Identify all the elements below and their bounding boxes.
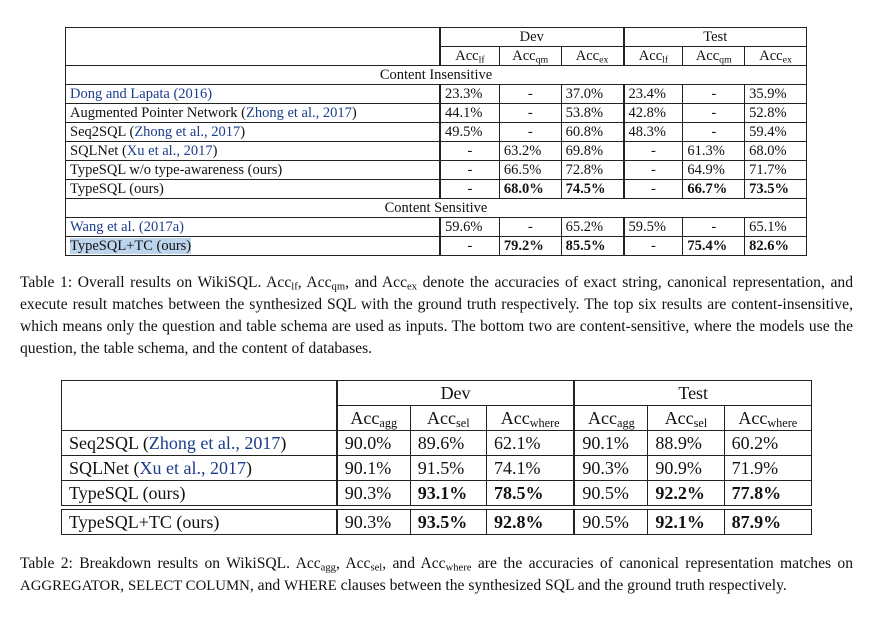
table2-value-cell: 90.0%: [337, 431, 410, 456]
table1-value-cell: 74.5%: [561, 180, 623, 199]
table1-value-cell: -: [624, 237, 683, 256]
table1-value-cell: 60.8%: [561, 123, 623, 142]
table2-value-cell: 71.9%: [724, 456, 811, 481]
table1-row: [66, 180, 807, 199]
table2-value-cell: 90.5%: [574, 481, 647, 506]
table1-value-cell: -: [440, 142, 499, 161]
table2-value-cell: 90.3%: [574, 456, 647, 481]
table1-value-cell: 66.5%: [499, 161, 561, 180]
table1-value-cell: -: [683, 85, 745, 104]
table1-value-cell: 69.8%: [561, 142, 623, 161]
table2-test-header: Test: [574, 381, 811, 406]
table2-row: [62, 510, 812, 535]
table1-metric-header: Acc$_{qm}$: [683, 47, 745, 66]
table1-value-cell: 49.5%: [440, 123, 499, 142]
table1-row: [66, 85, 807, 104]
table1-metric-header: Acc$_{ex}$: [561, 47, 623, 66]
citation-link[interactable]: Wang et al. (2017a): [70, 219, 184, 235]
table1-row-label: [66, 218, 440, 237]
table1-metric-header: Acc$_{lf}$: [440, 47, 499, 66]
table2-caption: Table 2: Breakdown results on WikiSQL. Acc$_{agg}$, Acc$_{sel}$, and Acc$_{where}$ are the accuracies of canonical representation matches on AGGREGATOR, SELECT COLUMN, and WHERE clauses between the synthesized SQL and the ground truth respectively.: [20, 555, 853, 594]
table1-test-header: Test: [624, 28, 807, 47]
table1-row-label: TypeSQL (ours): [66, 180, 440, 199]
table1-value-cell: 44.1%: [440, 104, 499, 123]
citation-link[interactable]: Dong and Lapata (2016): [70, 86, 213, 102]
table2-value-cell: 91.5%: [410, 456, 486, 481]
table1-corner-cell: [66, 28, 440, 66]
table1-value-cell: -: [683, 104, 745, 123]
table1-value-cell: 82.6%: [745, 237, 807, 256]
table2-value-cell: 92.2%: [648, 481, 724, 506]
table1-row: [66, 161, 807, 180]
table1-value-cell: 66.7%: [683, 180, 745, 199]
table2-value-cell: 92.1%: [648, 510, 724, 535]
table1-value-cell: 71.7%: [745, 161, 807, 180]
table1-value-cell: 52.8%: [745, 104, 807, 123]
table2-value-cell: 60.2%: [724, 431, 811, 456]
table1-row: [66, 142, 807, 161]
citation-link[interactable]: Zhong et al., 2017: [148, 433, 281, 453]
table2-group-header-row: [62, 381, 812, 406]
table1-value-cell: 59.4%: [745, 123, 807, 142]
table2-value-cell: 77.8%: [724, 481, 811, 506]
table2-value-cell: 92.8%: [486, 510, 574, 535]
table2-value-cell: 93.1%: [410, 481, 486, 506]
table1-row: [66, 104, 807, 123]
table1-value-cell: 61.3%: [683, 142, 745, 161]
table1-row: [66, 123, 807, 142]
table1-row: [66, 237, 807, 256]
table2-row-label: Seq2SQL (Zhong et al., 2017): [62, 431, 337, 456]
table1-value-cell: 23.4%: [624, 85, 683, 104]
table1-row-label: Augmented Pointer Network (Zhong et al., 2017): [66, 104, 440, 123]
table2-value-cell: 90.9%: [648, 456, 724, 481]
citation-link[interactable]: Xu et al., 2017: [126, 143, 213, 159]
table1-metric-header: Acc$_{lf}$: [624, 47, 683, 66]
table2-value-cell: 62.1%: [486, 431, 574, 456]
table1-value-cell: -: [440, 180, 499, 199]
citation-link[interactable]: Xu et al., 2017: [139, 458, 246, 478]
table1-value-cell: 75.4%: [683, 237, 745, 256]
table2-metric-header: Acc$_{agg}$: [337, 406, 410, 431]
table1-value-cell: -: [624, 142, 683, 161]
table1-value-cell: -: [499, 85, 561, 104]
table2-value-cell: 90.3%: [337, 510, 410, 535]
table1-value-cell: -: [624, 180, 683, 199]
table1-dev-header: Dev: [440, 28, 624, 47]
results-table-2: [61, 380, 812, 535]
table1-value-cell: 64.9%: [683, 161, 745, 180]
table2-row-label: SQLNet (Xu et al., 2017): [62, 456, 337, 481]
table2-row-label: TypeSQL (ours): [62, 481, 337, 506]
table2-value-cell: 90.5%: [574, 510, 647, 535]
table1-value-cell: 53.8%: [561, 104, 623, 123]
citation-link[interactable]: Zhong et al., 2017: [245, 105, 352, 121]
table2-corner-cell: [62, 381, 337, 431]
table1-metric-header: Acc$_{qm}$: [499, 47, 561, 66]
table1-value-cell: -: [499, 123, 561, 142]
table2-row-label: TypeSQL+TC (ours): [62, 510, 337, 535]
table1-section-row: [66, 66, 807, 85]
table2-metric-header: Acc$_{where}$: [486, 406, 574, 431]
results-table-1: [65, 27, 807, 256]
table2-row: [62, 456, 812, 481]
table2-value-cell: 74.1%: [486, 456, 574, 481]
table1-row-label: TypeSQL+TC (ours): [66, 237, 440, 256]
table1-value-cell: -: [499, 104, 561, 123]
table2-row: [62, 431, 812, 456]
table1-value-cell: 59.6%: [440, 218, 499, 237]
table1-value-cell: 42.8%: [624, 104, 683, 123]
table1-section-row: [66, 199, 807, 218]
table1-value-cell: -: [499, 218, 561, 237]
table1-row: [66, 218, 807, 237]
table2-value-cell: 93.5%: [410, 510, 486, 535]
table1-value-cell: -: [624, 161, 683, 180]
table1-caption: Table 1: Overall results on WikiSQL. Acc$_{lf}$, Acc$_{qm}$, and Acc$_{ex}$ denote the accuracies of exact string, canonical representation, and execute result matches between the synthesized SQL with the ground truth respectively. The top six results are content-insensitive, which means only the question and table schema are used as inputs. The bottom two are content-sensitive, where the models use the question, the table schema, and the content of databases.: [20, 274, 853, 357]
table1-value-cell: 68.0%: [745, 142, 807, 161]
table2-value-cell: 90.1%: [337, 456, 410, 481]
table1-value-cell: 23.3%: [440, 85, 499, 104]
table1-value-cell: 72.8%: [561, 161, 623, 180]
table2-value-cell: 88.9%: [648, 431, 724, 456]
table2-row: [62, 481, 812, 506]
table1-row-label: TypeSQL w/o type-awareness (ours): [66, 161, 440, 180]
table1-value-cell: 59.5%: [624, 218, 683, 237]
table1-row-label: Seq2SQL (Zhong et al., 2017): [66, 123, 440, 142]
table2-metric-header: Acc$_{sel}$: [410, 406, 486, 431]
table1-section-label: Content Sensitive: [66, 199, 807, 218]
table1-value-cell: 85.5%: [561, 237, 623, 256]
table1-value-cell: 35.9%: [745, 85, 807, 104]
table1-metric-header: Acc$_{ex}$: [745, 47, 807, 66]
table2-value-cell: 90.3%: [337, 481, 410, 506]
table1-value-cell: -: [440, 237, 499, 256]
table2-metric-header: Acc$_{sel}$: [648, 406, 724, 431]
table1-group-header-row: [66, 28, 807, 47]
table2-metric-header: Acc$_{agg}$: [574, 406, 647, 431]
table2-dev-header: Dev: [337, 381, 575, 406]
table2-value-cell: 87.9%: [724, 510, 811, 535]
table1-value-cell: 63.2%: [499, 142, 561, 161]
table1-value-cell: 65.1%: [745, 218, 807, 237]
table1-value-cell: -: [683, 123, 745, 142]
table2-value-cell: 78.5%: [486, 481, 574, 506]
table1-value-cell: 48.3%: [624, 123, 683, 142]
table1-value-cell: 65.2%: [561, 218, 623, 237]
citation-link[interactable]: Zhong et al., 2017: [134, 124, 241, 140]
table1-row-label: SQLNet (Xu et al., 2017): [66, 142, 440, 161]
table1-value-cell: 68.0%: [499, 180, 561, 199]
table1-value-cell: -: [440, 161, 499, 180]
table2-metric-header: Acc$_{where}$: [724, 406, 811, 431]
table2-value-cell: 90.1%: [574, 431, 647, 456]
table1-row-label: [66, 85, 440, 104]
table1-value-cell: -: [683, 218, 745, 237]
table1-section-label: Content Insensitive: [66, 66, 807, 85]
table2-value-cell: 89.6%: [410, 431, 486, 456]
table1-value-cell: 37.0%: [561, 85, 623, 104]
table1-value-cell: 79.2%: [499, 237, 561, 256]
table1-value-cell: 73.5%: [745, 180, 807, 199]
